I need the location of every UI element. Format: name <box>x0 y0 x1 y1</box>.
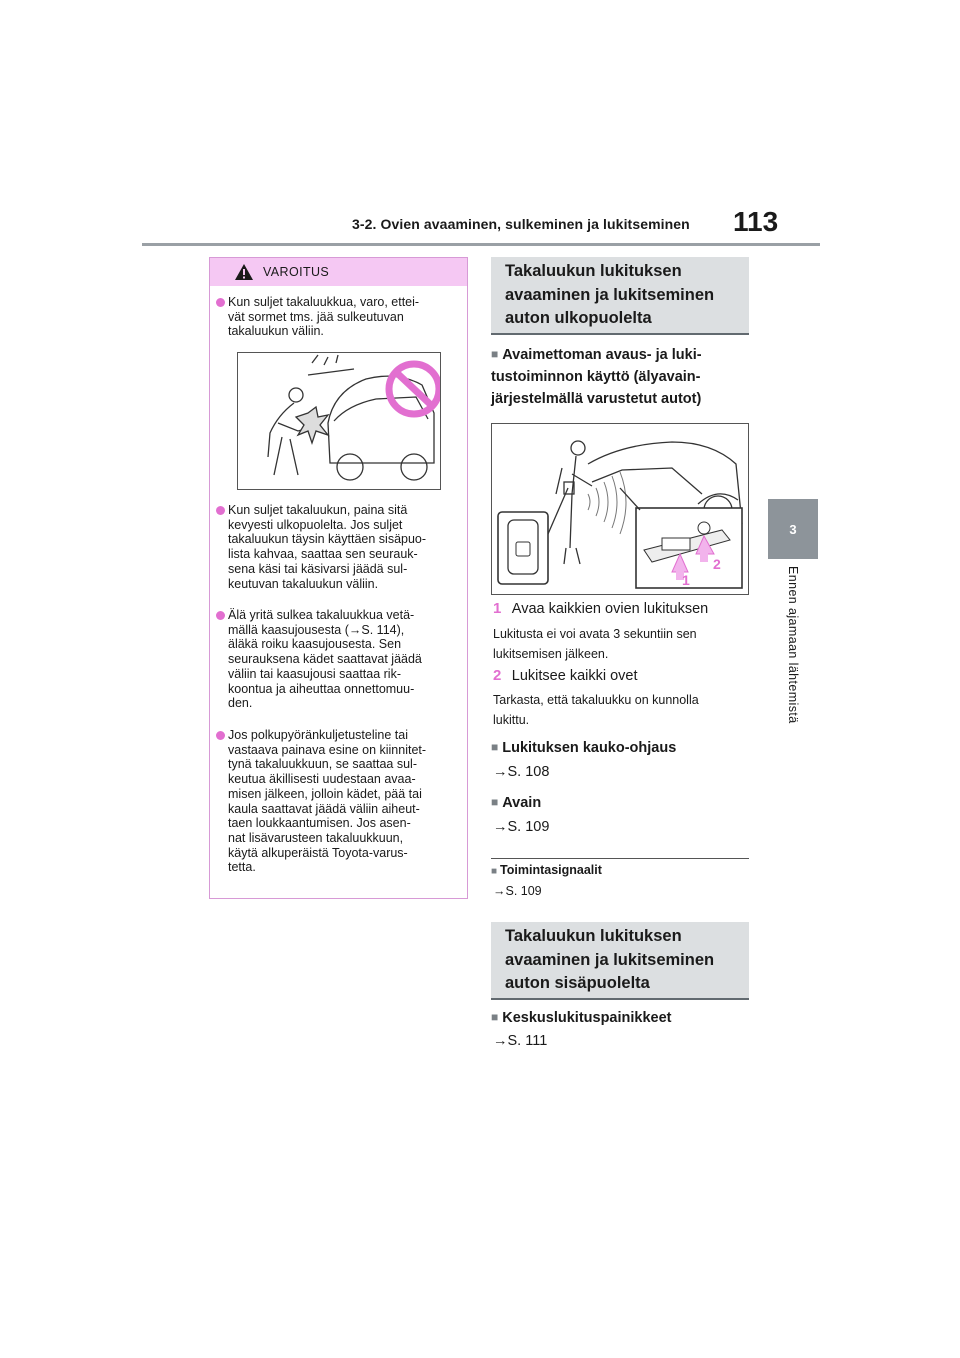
key-ref: →S. 109 <box>493 819 550 835</box>
step-title: Avaa kaikkien ovien lukituksen <box>511 601 709 617</box>
warning-item-2: Kun suljet takaluukun, paina sitä kevyesti ulkopuolelta. Jos suljet takaluukun täysin käyttäen sisäpuo- lista kahvaa, saattaa sen seurauk- sena käsi tai käsivarsi jäädä sul- keutuvan takaluukun väliin. <box>216 503 460 591</box>
remote-ref: →S. 108 <box>493 764 550 780</box>
central-lock-heading: ■ Keskuslukituspainikkeet <box>491 1006 672 1029</box>
tailgate-pinch-illustration <box>238 353 440 489</box>
tailgate-warning-illustration <box>237 352 441 490</box>
divider <box>491 858 749 859</box>
page-number: 113 <box>733 206 779 237</box>
central-lock-ref: →S. 111 <box>493 1033 548 1049</box>
section-title: 3-2. Ovien avaaminen, sulkeminen ja lukitseminen <box>352 216 690 232</box>
key-heading: ■ Avain <box>491 791 541 814</box>
smart-key-tailgate-illustration <box>492 424 748 594</box>
step-title: Lukitsee kaikki ovet <box>511 668 638 684</box>
smart-key-illustration <box>491 423 749 595</box>
warning-box <box>209 257 468 899</box>
bullet-dot-icon <box>216 298 225 307</box>
step-number: 2 <box>493 667 502 684</box>
header-rule <box>142 243 820 246</box>
step-2-body: Tarkasta, että takaluukku on kunnolla lukittu. <box>493 693 699 727</box>
warning-item-4: Jos polkupyöränkuljetusteline tai vastaava painava esine on kiinnitet- tynä takaluukkuun, se saattaa sul- keutua äkillisesti uudestaan avaa- misen jälkeen, jolloin kädet, pää tai kaula saattavat jäädä väliin aiheut- taen loukkaantumisen. Jos asen- nat lisävarusteen takaluukkuun, käytä alkuperäistä Toyota-varus- tetta. <box>216 728 460 875</box>
step-1 <box>493 600 708 618</box>
remote-heading: ■ Lukituksen kauko-ohjaus <box>491 736 676 759</box>
warning-triangle-icon <box>234 263 254 281</box>
warning-label: VAROITUS <box>263 265 330 279</box>
signals-heading: ■ Toimintasignaalit <box>491 863 602 877</box>
signals-ref: →S. 109 <box>493 884 542 898</box>
bullet-dot-icon <box>216 731 225 740</box>
smart-key-heading: ■ Avaimettoman avaus- ja luki- tustoiminnon käyttö (älyavain- järjestelmällä varustetut autot) <box>491 343 761 410</box>
bullet-dot-icon <box>216 506 225 515</box>
step-2 <box>493 667 638 685</box>
inside-heading: Takaluukun lukituksen avaaminen ja lukitseminen auton sisäpuolelta <box>491 922 749 1000</box>
warning-item-1: Kun suljet takaluukkua, varo, ettei- vät sormet tms. jää sulkeutuvan takaluukun väliin. <box>216 295 460 339</box>
step-1-body: Lukitusta ei voi avata 3 sekuntiin sen lukitsemisen jälkeen. <box>493 627 697 661</box>
callout-2: 2 <box>713 556 721 572</box>
step-number: 1 <box>493 600 502 617</box>
outside-heading: Takaluukun lukituksen avaaminen ja lukitseminen auton ulkopuolelta <box>491 257 749 335</box>
warning-header <box>210 258 467 286</box>
callout-1: 1 <box>682 572 690 588</box>
warning-item-3: Älä yritä sulkea takaluukkua vetä- mällä kaasujousesta (→S. 114), äläkä roiku kaasujousesta. Sen seurauksena kädet saattavat jäädä väliin tai kaasujousi saattaa rik- koontua ja aiheuttaa onnettomuu- den. <box>216 608 460 711</box>
bullet-dot-icon <box>216 611 225 620</box>
chapter-tab: 3 <box>768 499 818 559</box>
chapter-title: Ennen ajamaan lähtemistä <box>786 566 800 724</box>
